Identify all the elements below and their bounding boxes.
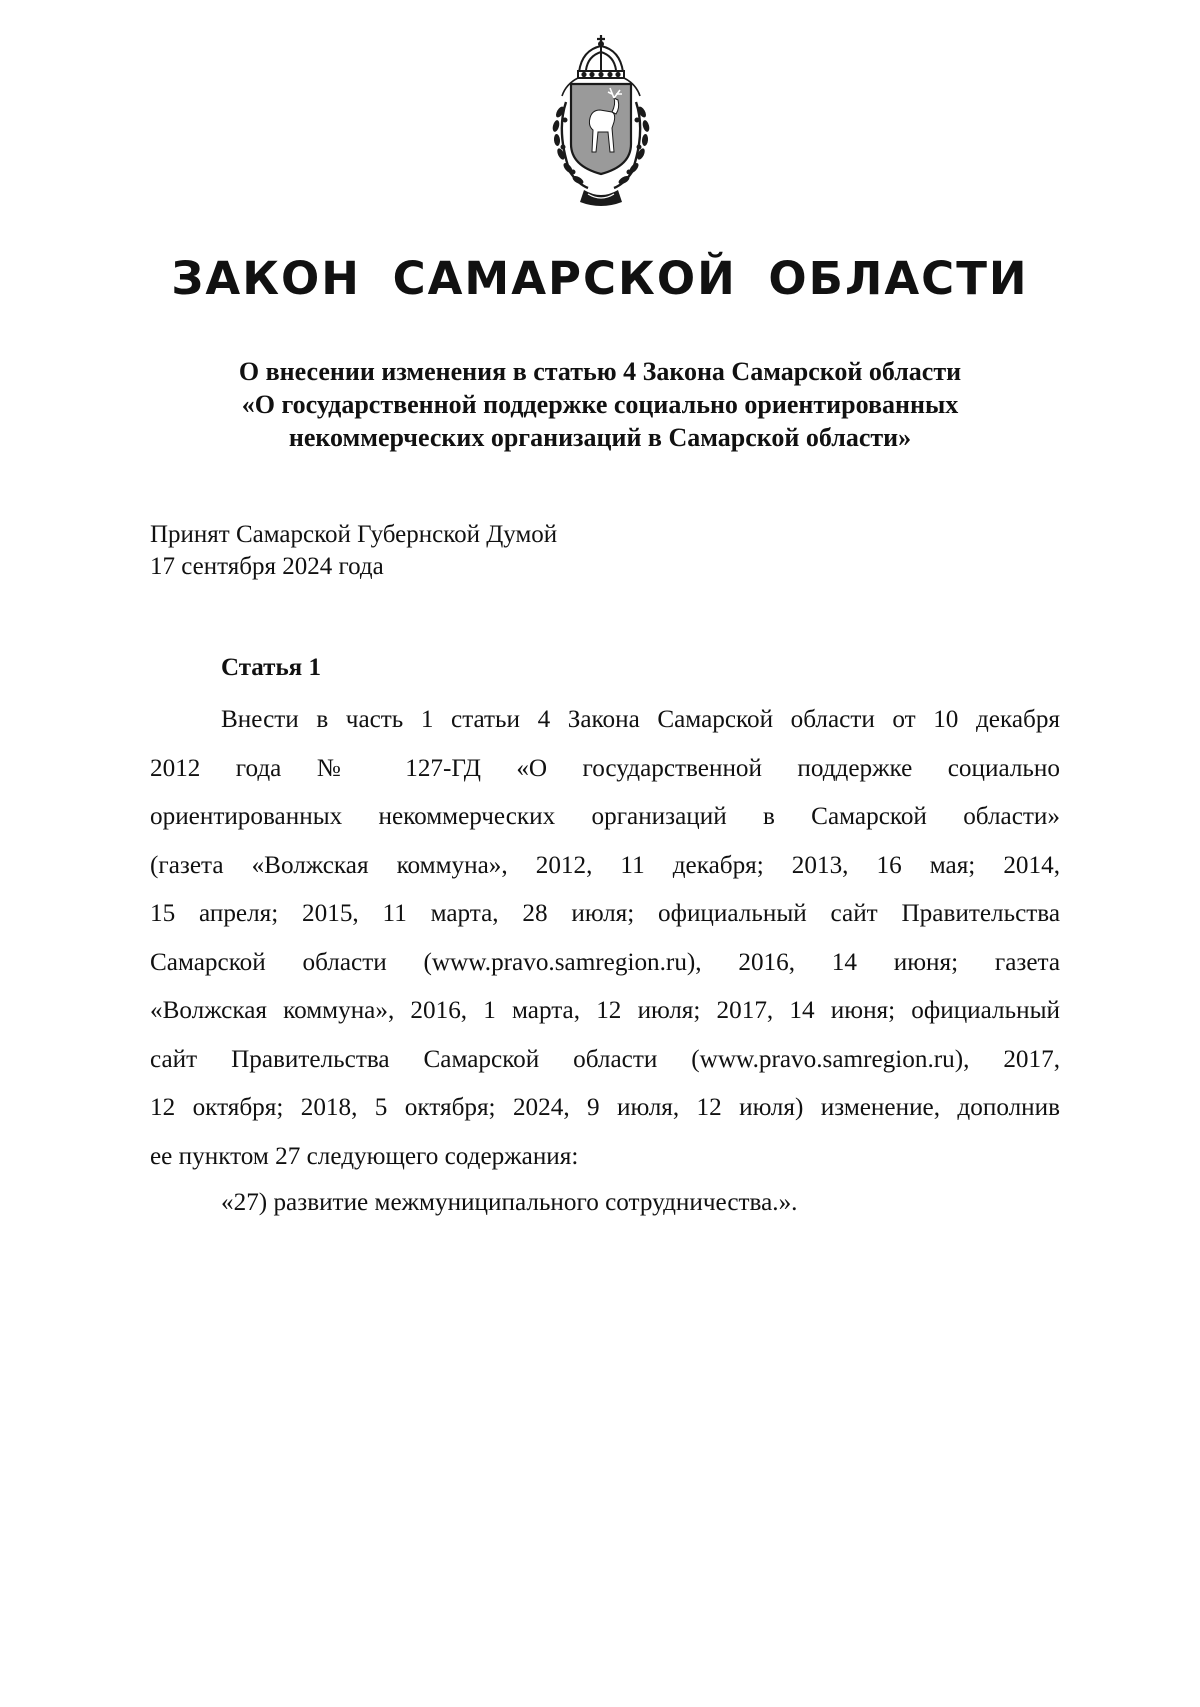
law-title: ЗАКОН САМАРСКОЙ ОБЛАСТИ: [171, 252, 1029, 305]
article-heading: Статья 1: [221, 654, 321, 681]
amendment-text: «27) развитие межмуниципального сотрудничества.».: [221, 1189, 798, 1216]
body-line: ориентированных некоммерческих организаций в Самарской области»: [150, 803, 1060, 830]
body-line: Внести в часть 1 статьи 4 Закона Самарской области от 10 декабря: [221, 706, 1060, 733]
subtitle-line: некоммерческих организаций в Самарской области»: [288, 423, 912, 452]
body-line: сайт Правительства Самарской области (www.pravo.samregion.ru), 2017,: [150, 1045, 1060, 1073]
body-line: ее пунктом 27 следующего содержания:: [150, 1142, 579, 1170]
subtitle-line: О внесении изменения в статью 4 Закона Самарской области: [238, 357, 962, 386]
subtitle-line: «О государственной поддержке социально ориентированных: [241, 390, 959, 419]
body-line: Самарской области (www.pravo.samregion.ru), 2016, 14 июня; газета: [150, 948, 1060, 976]
law-subtitle: [0, 355, 1200, 454]
body-line: (газета «Волжская коммуна», 2012, 11 декабря; 2013, 16 мая; 2014,: [150, 851, 1060, 879]
samara-oblast-coat-of-arms-icon: [526, 32, 676, 212]
body-line: 2012 года № 127-ГД «О государственной поддержке социально: [150, 754, 1060, 782]
adopted-by: Принят Самарской Губернской Думой: [150, 521, 558, 548]
body-line: 15 апреля; 2015, 11 марта, 28 июля; официальный сайт Правительства: [150, 900, 1060, 927]
adoption-info: [150, 519, 557, 583]
adoption-date: 17 сентября 2024 года: [150, 553, 384, 580]
article-body: [150, 696, 1060, 1181]
body-line: 12 октября; 2018, 5 октября; 2024, 9 июля, 12 июля) изменение, дополнив: [150, 1094, 1060, 1121]
body-line: «Волжская коммуна», 2016, 1 марта, 12 июля; 2017, 14 июня; официальный: [150, 997, 1060, 1024]
